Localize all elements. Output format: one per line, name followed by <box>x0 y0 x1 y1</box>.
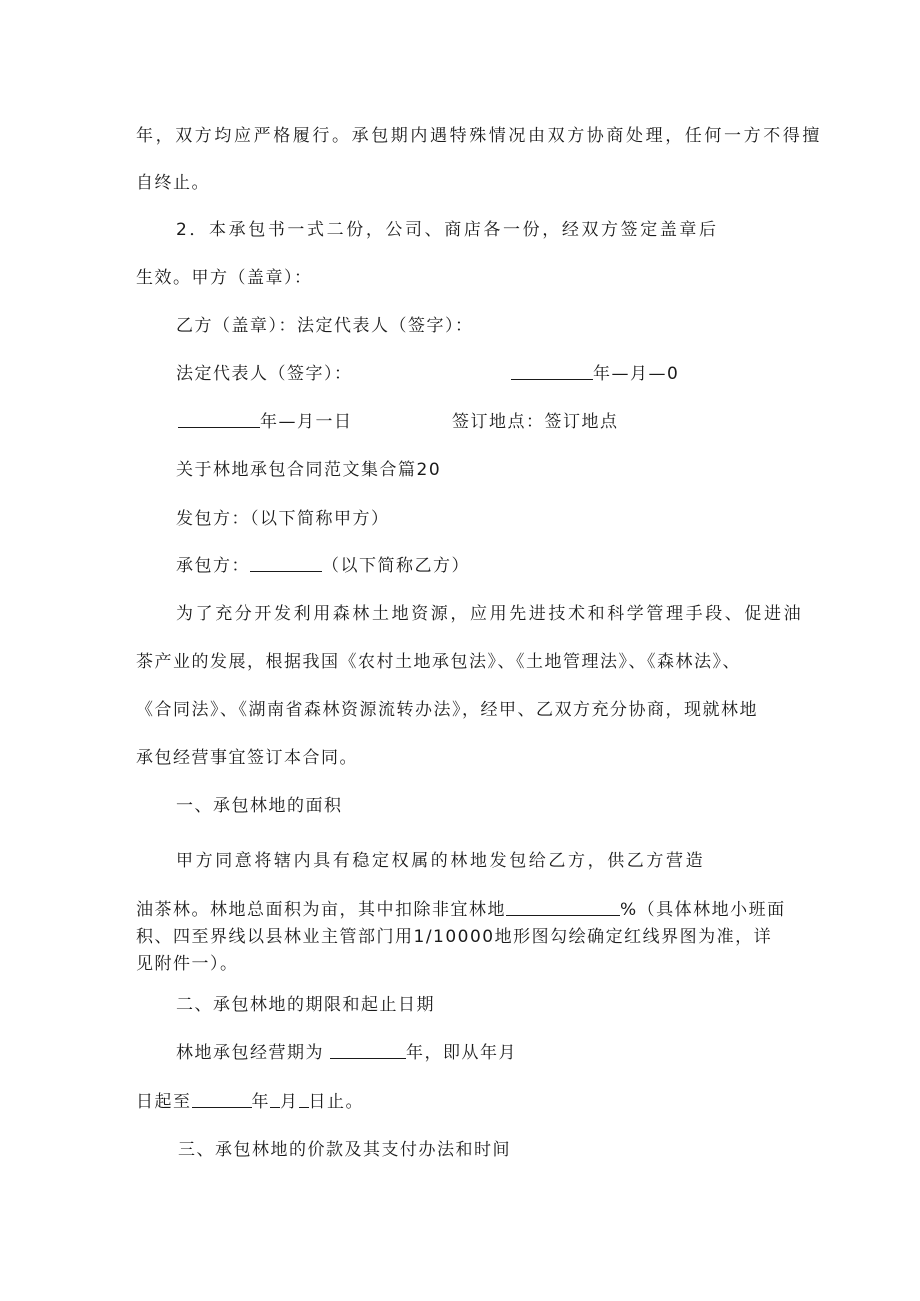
term-text-tail: 年，即从年月 <box>406 1043 517 1063</box>
paragraph-line: 承包经营事宜签订本合同。 <box>136 748 358 768</box>
area-text: 油茶林。林地总面积为亩，其中扣除非宜林地 <box>136 900 506 920</box>
paragraph-line: 甲方同意将辖内具有稳定权属的林地发包给乙方，供乙方营造 <box>176 851 706 871</box>
date-text: 年—月—0 <box>593 364 680 384</box>
area-text-tail: %（具体林地小班面 <box>620 900 786 920</box>
month-blank <box>270 1091 280 1108</box>
paragraph-line: 茶产业的发展，根据我国《农村土地承包法》、《土地管理法》、《森林法》、 <box>136 652 741 672</box>
paragraph-line <box>136 1090 364 1114</box>
year-label: 年 <box>251 1092 270 1112</box>
paragraph-line: 见附件一）。 <box>136 954 239 974</box>
paragraph-line: 为了充分开发利用森林土地资源，应用先进技术和科学管理手段、促进油 <box>176 604 804 624</box>
party-b-blank <box>250 555 322 572</box>
date-text: 年—月一日 <box>260 412 353 432</box>
paragraph-line: 2．本承包书一式二份，公司、商店各一份，经双方签定盖章后 <box>176 220 719 240</box>
month-label: 月 <box>280 1092 299 1112</box>
paragraph-line: 《合同法》、《湖南省森林资源流转办法》，经甲、乙双方充分协商，现就林地 <box>136 700 758 720</box>
party-b-line <box>176 554 470 578</box>
date-range-start: 日起至 <box>136 1092 192 1112</box>
section-heading: 三、承包林地的价款及其支付办法和时间 <box>178 1140 511 1160</box>
area-blank <box>506 899 620 916</box>
party-b-note: （以下简称乙方） <box>322 556 470 576</box>
date-blank <box>511 363 593 380</box>
paragraph-line: 生效。甲方（盖章）： <box>136 268 313 288</box>
term-text: 林地承包经营期为 <box>176 1043 324 1063</box>
date-line <box>178 410 353 434</box>
section-title: 关于林地承包合同范文集合篇20 <box>176 460 442 480</box>
paragraph-line <box>176 1041 517 1065</box>
paragraph-line: 年，双方均应严格履行。承包期内遇特殊情况由双方协商处理，任何一方不得擅 <box>136 126 822 146</box>
paragraph-line: 自终止。 <box>136 173 210 193</box>
day-blank <box>299 1091 309 1108</box>
term-blank <box>330 1042 406 1059</box>
paragraph-line: 法定代表人（签字）： <box>176 364 353 384</box>
paragraph-line <box>136 898 786 922</box>
party-b-label: 承包方： <box>176 556 250 576</box>
paragraph-line: 积、四至界线以县林业主管部门用1/10000地形图勾绘确定红线界图为准，详 <box>136 927 773 947</box>
date-range-end: 日止。 <box>308 1092 364 1112</box>
section-heading: 一、承包林地的面积 <box>176 796 343 816</box>
section-heading: 二、承包林地的期限和起止日期 <box>176 995 435 1015</box>
paragraph-line: 乙方（盖章）：法定代表人（签字）： <box>176 316 474 336</box>
date-blank <box>178 411 260 428</box>
party-a-line: 发包方：（以下简称甲方） <box>176 509 390 529</box>
date-line <box>511 362 679 386</box>
year-blank <box>192 1091 252 1108</box>
signing-location: 签订地点：签订地点 <box>452 412 619 432</box>
